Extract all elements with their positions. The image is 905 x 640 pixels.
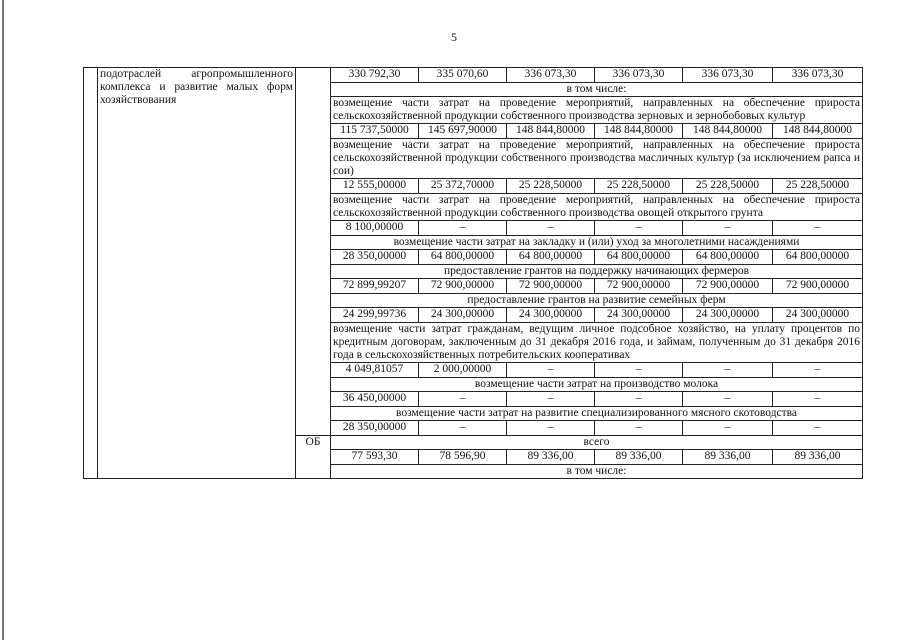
value-cell: – xyxy=(419,421,507,436)
page-number: 5 xyxy=(451,30,457,44)
value-cell: – xyxy=(773,392,863,407)
value-cell: – xyxy=(683,421,773,436)
value-cell: – xyxy=(507,392,595,407)
value-cell: 4 049,81057 xyxy=(331,363,419,378)
budget-table xyxy=(83,67,863,479)
value-cell: 89 336,00 xyxy=(683,450,773,465)
value-cell: 148 844,80000 xyxy=(683,124,773,139)
value-cell: 24 300,00000 xyxy=(683,308,773,323)
value-cell: 25 228,50000 xyxy=(773,179,863,194)
description-cell: возмещение части затрат гражданам, ведущим личное подсобное хозяйство, на уплату процентов по кредитным договорам, заключенным до 31 декабря 2016 года, и займам, полученным до 31 декабря 2016 года в сельскохозяйственных потребительских кооперативах xyxy=(331,323,863,363)
description-cell: предоставление грантов на поддержку начинающих фермеров xyxy=(331,265,863,279)
value-cell: 24 300,00000 xyxy=(507,308,595,323)
value-cell: 72 900,00000 xyxy=(419,279,507,294)
description-cell: в том числе: xyxy=(331,465,863,479)
value-cell: – xyxy=(595,221,683,236)
value-cell: – xyxy=(773,221,863,236)
value-cell: 148 844,80000 xyxy=(507,124,595,139)
value-cell: 28 350,00000 xyxy=(331,421,419,436)
value-cell: 72 900,00000 xyxy=(683,279,773,294)
ob-source-cell: ОБ xyxy=(296,436,331,479)
value-cell: – xyxy=(595,363,683,378)
value-cell: 336 073,30 xyxy=(773,68,863,83)
value-cell: 72 899,99207 xyxy=(331,279,419,294)
value-cell: – xyxy=(507,421,595,436)
value-cell: 77 593,30 xyxy=(331,450,419,465)
value-cell: 64 800,00000 xyxy=(683,250,773,265)
value-cell: 64 800,00000 xyxy=(773,250,863,265)
value-cell: 115 737,50000 xyxy=(331,124,419,139)
description-cell: в том числе: xyxy=(331,83,863,97)
row-name-cell: подотраслей агропромышленного комплекса и развитие малых форм хозяйствования xyxy=(98,68,296,479)
value-cell: 25 228,50000 xyxy=(507,179,595,194)
value-cell: 24 300,00000 xyxy=(595,308,683,323)
value-cell: 330 792,30 xyxy=(331,68,419,83)
value-cell: 36 450,00000 xyxy=(331,392,419,407)
value-cell: 145 697,90000 xyxy=(419,124,507,139)
value-cell: 336 073,30 xyxy=(507,68,595,83)
value-cell: – xyxy=(683,392,773,407)
value-cell: 25 228,50000 xyxy=(595,179,683,194)
value-cell: 8 100,00000 xyxy=(331,221,419,236)
value-cell: 72 900,00000 xyxy=(507,279,595,294)
value-cell: – xyxy=(595,421,683,436)
description-cell: возмещение части затрат на закладку и (или) уход за многолетними насаждениями xyxy=(331,236,863,250)
source-cell xyxy=(296,68,331,436)
value-cell: 25 228,50000 xyxy=(683,179,773,194)
description-cell: возмещение части затрат на развитие специализированного мясного скотоводства xyxy=(331,407,863,421)
value-cell: 72 900,00000 xyxy=(595,279,683,294)
value-cell: 148 844,80000 xyxy=(773,124,863,139)
value-cell: 64 800,00000 xyxy=(595,250,683,265)
value-cell: 78 596,90 xyxy=(419,450,507,465)
value-cell: 25 372,70000 xyxy=(419,179,507,194)
value-cell: 24 300,00000 xyxy=(419,308,507,323)
value-cell: 89 336,00 xyxy=(595,450,683,465)
value-cell: 64 800,00000 xyxy=(419,250,507,265)
value-cell: – xyxy=(595,392,683,407)
value-cell: 28 350,00000 xyxy=(331,250,419,265)
value-cell: – xyxy=(507,221,595,236)
value-cell: 24 299,99736 xyxy=(331,308,419,323)
description-cell: возмещение части затрат на проведение мероприятий, направленных на обеспечение прироста сельскохозяйственной продукции собственного производства масличных культур (за исключением рапса и сои) xyxy=(331,139,863,179)
value-cell: 89 336,00 xyxy=(773,450,863,465)
value-cell: – xyxy=(683,221,773,236)
value-cell: – xyxy=(683,363,773,378)
description-cell: возмещение части затрат на проведение мероприятий, направленных на обеспечение прироста сельскохозяйственной продукции собственного производства овощей открытого грунта xyxy=(331,194,863,221)
value-cell: – xyxy=(419,392,507,407)
total-row xyxy=(84,68,863,83)
value-cell: – xyxy=(773,363,863,378)
value-cell: 336 073,30 xyxy=(595,68,683,83)
value-cell: 12 555,00000 xyxy=(331,179,419,194)
number-cell xyxy=(84,68,98,479)
description-cell: возмещение части затрат на производство молока xyxy=(331,378,863,392)
value-cell: 335 070,60 xyxy=(419,68,507,83)
value-cell: 89 336,00 xyxy=(507,450,595,465)
ob-total-label: всего xyxy=(331,436,863,450)
value-cell: – xyxy=(773,421,863,436)
value-cell: 24 300,00000 xyxy=(773,308,863,323)
scan-left-edge xyxy=(2,0,4,640)
value-cell: – xyxy=(419,221,507,236)
value-cell: 2 000,00000 xyxy=(419,363,507,378)
value-cell: 72 900,00000 xyxy=(773,279,863,294)
value-cell: 148 844,80000 xyxy=(595,124,683,139)
value-cell: 64 800,00000 xyxy=(507,250,595,265)
description-cell: возмещение части затрат на проведение мероприятий, направленных на обеспечение прироста сельскохозяйственной продукции собственного производства зерновых и зернобобовых культур xyxy=(331,97,863,124)
value-cell: 336 073,30 xyxy=(683,68,773,83)
description-cell: предоставление грантов на развитие семейных ферм xyxy=(331,294,863,308)
value-cell: – xyxy=(507,363,595,378)
